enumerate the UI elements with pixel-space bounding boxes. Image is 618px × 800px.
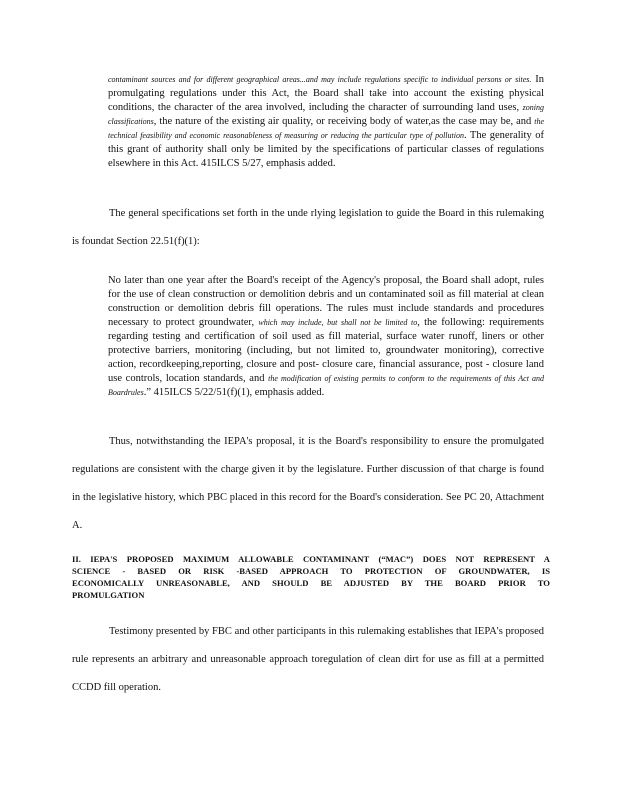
quote-text: In promulgating regulations under this Act, the Board shall take into account the existing physical conditions, the character of the area involved, including the character of surrounding land uses, [108, 74, 545, 113]
section-heading: II. IEPA'S PROPOSED MAXIMUM ALLOWABLE CONTAMINANT (“MAC”) DOES NOT REPRESENT A SCIENCE - BASED OR RISK -BASED APPROACH TO PROTECTION OF GROUNDWATER, IS ECONOMICALLY UNREASONABLE, AND SHOULD BE ADJUSTED BY THE BOARD PRIOR TO PROMULGATION [72, 554, 550, 600]
body-paragraph-specifications: The general specifications set forth in the unde rlying legislation to guide the Board in this rulemaking is foundat Section 22.51(f)(1): [72, 208, 544, 247]
quote-text: No later than one year after the Board's receipt of the Agency's proposal, the Board shall adopt, rules for the use of clean construction or demolition debris and un contaminated soil as fill material at clean construction or demolition debris fill operations. The rules must include standards and procedures necessary to protect groundwater, [108, 275, 544, 328]
quote-text: .” 415ILCS 5/22/51(f)(1), emphasis added. [143, 387, 325, 398]
body-paragraph-board-responsibility: Thus, notwithstanding the IEPA's proposal, it is the Board's responsibility to ensure the promulgated regulations are consistent with the charge given it by the legislature. Further discussion of that charge is found in the legislative history, which PBC placed in this record for the Board's consideration. See PC 20, Attachment A. [72, 436, 544, 531]
quote-text: , the following: requirements regarding testing and certification of soil used as fill material, surface water runoff, liners or other protective barriers, monitoring (including, but not limited to, groundwater monitoring), corrective action, recordkeeping,reporting, closure and post- closure care, financial assurance, post - closure land use controls, location standards, and [108, 317, 544, 384]
quote-italic-text: which may include, but shall not be limited to [258, 318, 418, 327]
block-quote-section-22-51 [108, 274, 544, 400]
quote-italic-text: zoning classifications [108, 103, 544, 126]
block-quote-section-27 [108, 73, 544, 171]
quote-text: . The generality of this grant of authority shall only be limited by the specifications of particular classes of regulations elsewhere in this Act. 415ILCS 5/27, emphasis added. [108, 130, 544, 169]
quote-italic-text: the modification of existing permits to conform to the requirements of this Act and Boardrules [108, 374, 545, 397]
quote-italic-text: contaminant sources and for different geographical areas...and may include regulations specific to individual persons or sites. [108, 75, 532, 84]
body-paragraph-testimony: Testimony presented by FBC and other participants in this rulemaking establishes that IEPA's proposed rule represents an arbitrary and unreasonable approach toregulation of clean dirt for use as fill at a permitted CCDD fill operation. [72, 626, 544, 693]
quote-italic-text: the technical feasibility and economic reasonableness of measuring or reducing the particular type of pollution [108, 117, 544, 140]
quote-text: , the nature of the existing air quality, or receiving body of water,as the case may be, and [153, 116, 535, 127]
